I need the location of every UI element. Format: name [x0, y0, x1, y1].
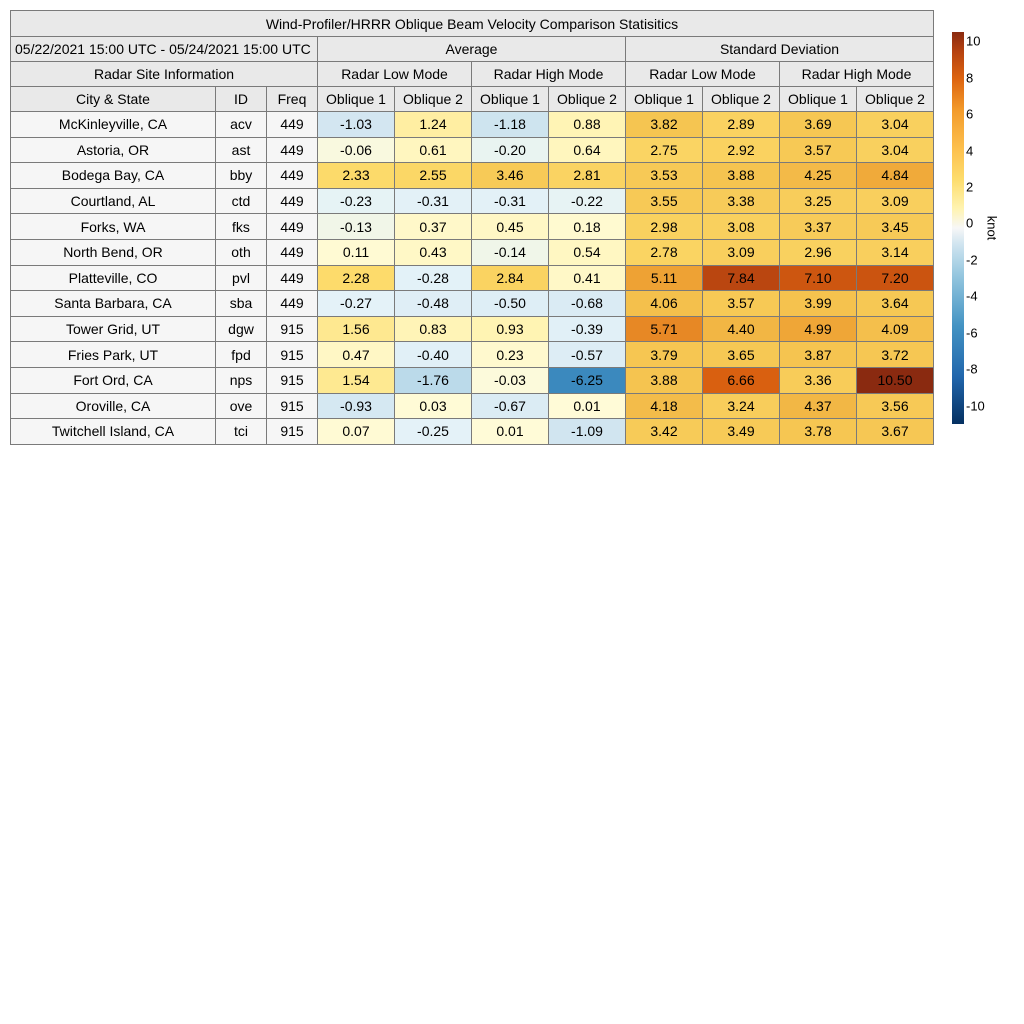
colorbar-tick: -10: [966, 398, 985, 414]
id-cell: nps: [216, 367, 267, 393]
value-cell: 3.67: [857, 419, 934, 445]
value-cell: 4.25: [780, 163, 857, 189]
value-cell: -0.68: [549, 291, 626, 317]
colorbar-tick: -8: [966, 361, 978, 377]
value-cell: 0.93: [472, 316, 549, 342]
value-cell: -0.93: [318, 393, 395, 419]
value-cell: 3.42: [626, 419, 703, 445]
site-cell: Astoria, OR: [11, 137, 216, 163]
value-cell: -0.31: [472, 188, 549, 214]
column-header-10: Oblique 2: [857, 87, 934, 112]
value-cell: 0.83: [395, 316, 472, 342]
value-cell: 3.88: [626, 367, 703, 393]
value-cell: 0.03: [395, 393, 472, 419]
id-cell: fpd: [216, 342, 267, 368]
value-cell: 4.40: [703, 316, 780, 342]
colorbar-tick: 4: [966, 143, 974, 158]
value-cell: 3.65: [703, 342, 780, 368]
value-cell: 3.78: [780, 419, 857, 445]
value-cell: 3.14: [857, 239, 934, 265]
value-cell: -0.20: [472, 137, 549, 163]
mode-header-avg-high: Radar High Mode: [472, 62, 626, 87]
value-cell: 3.36: [780, 367, 857, 393]
column-header-7: Oblique 1: [626, 87, 703, 112]
site-cell: Forks, WA: [11, 214, 216, 240]
column-header-1: ID: [216, 87, 267, 112]
site-info-header: Radar Site Information: [11, 62, 318, 87]
table-row: [11, 316, 934, 342]
colorbar-tick: 0: [966, 215, 974, 231]
value-cell: 0.64: [549, 137, 626, 163]
value-cell: -0.67: [472, 393, 549, 419]
colorbar-tick: -4: [966, 288, 978, 304]
value-cell: -1.18: [472, 112, 549, 138]
site-cell: North Bend, OR: [11, 239, 216, 265]
value-cell: -0.14: [472, 239, 549, 265]
column-header-9: Oblique 1: [780, 87, 857, 112]
value-cell: 0.61: [395, 137, 472, 163]
column-header-8: Oblique 2: [703, 87, 780, 112]
site-cell: Oroville, CA: [11, 393, 216, 419]
freq-cell: 449: [267, 137, 318, 163]
table-row: [11, 265, 934, 291]
id-cell: ast: [216, 137, 267, 163]
column-header-5: Oblique 1: [472, 87, 549, 112]
value-cell: 0.11: [318, 239, 395, 265]
value-cell: 3.04: [857, 137, 934, 163]
value-cell: 3.82: [626, 112, 703, 138]
value-cell: 7.10: [780, 265, 857, 291]
value-cell: 3.64: [857, 291, 934, 317]
table-row: [11, 214, 934, 240]
value-cell: -0.57: [549, 342, 626, 368]
column-header-row: [11, 87, 934, 112]
value-cell: 3.55: [626, 188, 703, 214]
value-cell: 3.09: [857, 188, 934, 214]
id-cell: ctd: [216, 188, 267, 214]
value-cell: 3.53: [626, 163, 703, 189]
value-cell: 0.01: [549, 393, 626, 419]
id-cell: pvl: [216, 265, 267, 291]
value-cell: 2.33: [318, 163, 395, 189]
value-cell: -0.28: [395, 265, 472, 291]
value-cell: 0.45: [472, 214, 549, 240]
value-cell: -0.22: [549, 188, 626, 214]
value-cell: 3.25: [780, 188, 857, 214]
freq-cell: 449: [267, 188, 318, 214]
value-cell: -0.31: [395, 188, 472, 214]
id-cell: dgw: [216, 316, 267, 342]
value-cell: -1.09: [549, 419, 626, 445]
freq-cell: 915: [267, 342, 318, 368]
value-cell: 0.18: [549, 214, 626, 240]
id-cell: acv: [216, 112, 267, 138]
value-cell: 0.23: [472, 342, 549, 368]
value-cell: 3.08: [703, 214, 780, 240]
id-cell: fks: [216, 214, 267, 240]
table-row: [11, 137, 934, 163]
colorbar-tick: 10: [966, 33, 981, 49]
id-cell: ove: [216, 393, 267, 419]
value-cell: 2.78: [626, 239, 703, 265]
value-cell: 5.71: [626, 316, 703, 342]
value-cell: 0.37: [395, 214, 472, 240]
value-cell: -0.03: [472, 367, 549, 393]
date-range: 05/22/2021 15:00 UTC - 05/24/2021 15:00 UTC: [11, 37, 318, 62]
site-cell: McKinleyville, CA: [11, 112, 216, 138]
value-cell: -0.50: [472, 291, 549, 317]
site-cell: Santa Barbara, CA: [11, 291, 216, 317]
value-cell: 2.98: [626, 214, 703, 240]
value-cell: 3.99: [780, 291, 857, 317]
mode-header-std-low: Radar Low Mode: [626, 62, 780, 87]
site-cell: Fort Ord, CA: [11, 367, 216, 393]
value-cell: 3.69: [780, 112, 857, 138]
freq-cell: 915: [267, 367, 318, 393]
average-header: Average: [318, 37, 626, 62]
site-cell: Tower Grid, UT: [11, 316, 216, 342]
table-row: [11, 419, 934, 445]
value-cell: 3.46: [472, 163, 549, 189]
value-cell: 7.20: [857, 265, 934, 291]
value-cell: 3.04: [857, 112, 934, 138]
value-cell: -1.76: [395, 367, 472, 393]
value-cell: 2.96: [780, 239, 857, 265]
table-row: [11, 163, 934, 189]
site-cell: Fries Park, UT: [11, 342, 216, 368]
freq-cell: 915: [267, 419, 318, 445]
table-row: [11, 239, 934, 265]
value-cell: 0.88: [549, 112, 626, 138]
freq-cell: 449: [267, 239, 318, 265]
value-cell: 3.45: [857, 214, 934, 240]
table-row: [11, 188, 934, 214]
value-cell: 0.43: [395, 239, 472, 265]
value-cell: 3.88: [703, 163, 780, 189]
value-cell: 3.79: [626, 342, 703, 368]
value-cell: 3.57: [780, 137, 857, 163]
colorbar-tick: -2: [966, 252, 978, 268]
freq-cell: 449: [267, 265, 318, 291]
colorbar-tick: -6: [966, 325, 978, 341]
value-cell: 6.66: [703, 367, 780, 393]
column-header-0: City & State: [11, 87, 216, 112]
value-cell: 3.09: [703, 239, 780, 265]
id-cell: bby: [216, 163, 267, 189]
value-cell: -0.39: [549, 316, 626, 342]
value-cell: 4.84: [857, 163, 934, 189]
value-cell: 2.75: [626, 137, 703, 163]
value-cell: 4.06: [626, 291, 703, 317]
freq-cell: 449: [267, 291, 318, 317]
column-header-6: Oblique 2: [549, 87, 626, 112]
value-cell: 1.56: [318, 316, 395, 342]
value-cell: -0.40: [395, 342, 472, 368]
site-cell: Twitchell Island, CA: [11, 419, 216, 445]
colorbar-tick: 6: [966, 106, 974, 122]
value-cell: -1.03: [318, 112, 395, 138]
value-cell: 0.07: [318, 419, 395, 445]
value-cell: 5.11: [626, 265, 703, 291]
id-cell: tci: [216, 419, 267, 445]
value-cell: 4.37: [780, 393, 857, 419]
value-cell: 3.37: [780, 214, 857, 240]
table-row: [11, 393, 934, 419]
value-cell: -0.48: [395, 291, 472, 317]
value-cell: -0.27: [318, 291, 395, 317]
value-cell: 4.18: [626, 393, 703, 419]
freq-cell: 449: [267, 163, 318, 189]
value-cell: 7.84: [703, 265, 780, 291]
value-cell: 3.49: [703, 419, 780, 445]
value-cell: 2.55: [395, 163, 472, 189]
colorbar-tick: 8: [966, 70, 974, 86]
id-cell: oth: [216, 239, 267, 265]
value-cell: 0.01: [472, 419, 549, 445]
value-cell: -0.06: [318, 137, 395, 163]
colorbar-unit-label: knot: [984, 215, 1000, 241]
comparison-table: [10, 10, 934, 445]
value-cell: 0.54: [549, 239, 626, 265]
value-cell: 3.72: [857, 342, 934, 368]
value-cell: 3.24: [703, 393, 780, 419]
column-header-2: Freq: [267, 87, 318, 112]
value-cell: 3.56: [857, 393, 934, 419]
mode-header-avg-low: Radar Low Mode: [318, 62, 472, 87]
value-cell: 3.57: [703, 291, 780, 317]
freq-cell: 915: [267, 393, 318, 419]
value-cell: 0.41: [549, 265, 626, 291]
value-cell: 1.24: [395, 112, 472, 138]
value-cell: 2.89: [703, 112, 780, 138]
table-row: [11, 291, 934, 317]
column-header-3: Oblique 1: [318, 87, 395, 112]
freq-cell: 915: [267, 316, 318, 342]
site-cell: Bodega Bay, CA: [11, 163, 216, 189]
value-cell: 3.87: [780, 342, 857, 368]
freq-cell: 449: [267, 112, 318, 138]
value-cell: 0.47: [318, 342, 395, 368]
site-cell: Platteville, CO: [11, 265, 216, 291]
colorbar: [952, 32, 964, 424]
colorbar-tick: 2: [966, 179, 974, 195]
mode-header-std-high: Radar High Mode: [780, 62, 934, 87]
value-cell: -0.25: [395, 419, 472, 445]
value-cell: 2.92: [703, 137, 780, 163]
value-cell: 3.38: [703, 188, 780, 214]
value-cell: 4.99: [780, 316, 857, 342]
freq-cell: 449: [267, 214, 318, 240]
std-dev-header: Standard Deviation: [626, 37, 934, 62]
table-row: [11, 342, 934, 368]
value-cell: 2.28: [318, 265, 395, 291]
value-cell: 2.81: [549, 163, 626, 189]
table-row: [11, 112, 934, 138]
site-cell: Courtland, AL: [11, 188, 216, 214]
value-cell: -0.13: [318, 214, 395, 240]
table-title: Wind-Profiler/HRRR Oblique Beam Velocity Comparison Statisitics: [11, 11, 934, 37]
value-cell: 4.09: [857, 316, 934, 342]
value-cell: 2.84: [472, 265, 549, 291]
value-cell: 10.50: [857, 367, 934, 393]
id-cell: sba: [216, 291, 267, 317]
value-cell: 1.54: [318, 367, 395, 393]
value-cell: -6.25: [549, 367, 626, 393]
table-row: [11, 367, 934, 393]
value-cell: -0.23: [318, 188, 395, 214]
column-header-4: Oblique 2: [395, 87, 472, 112]
